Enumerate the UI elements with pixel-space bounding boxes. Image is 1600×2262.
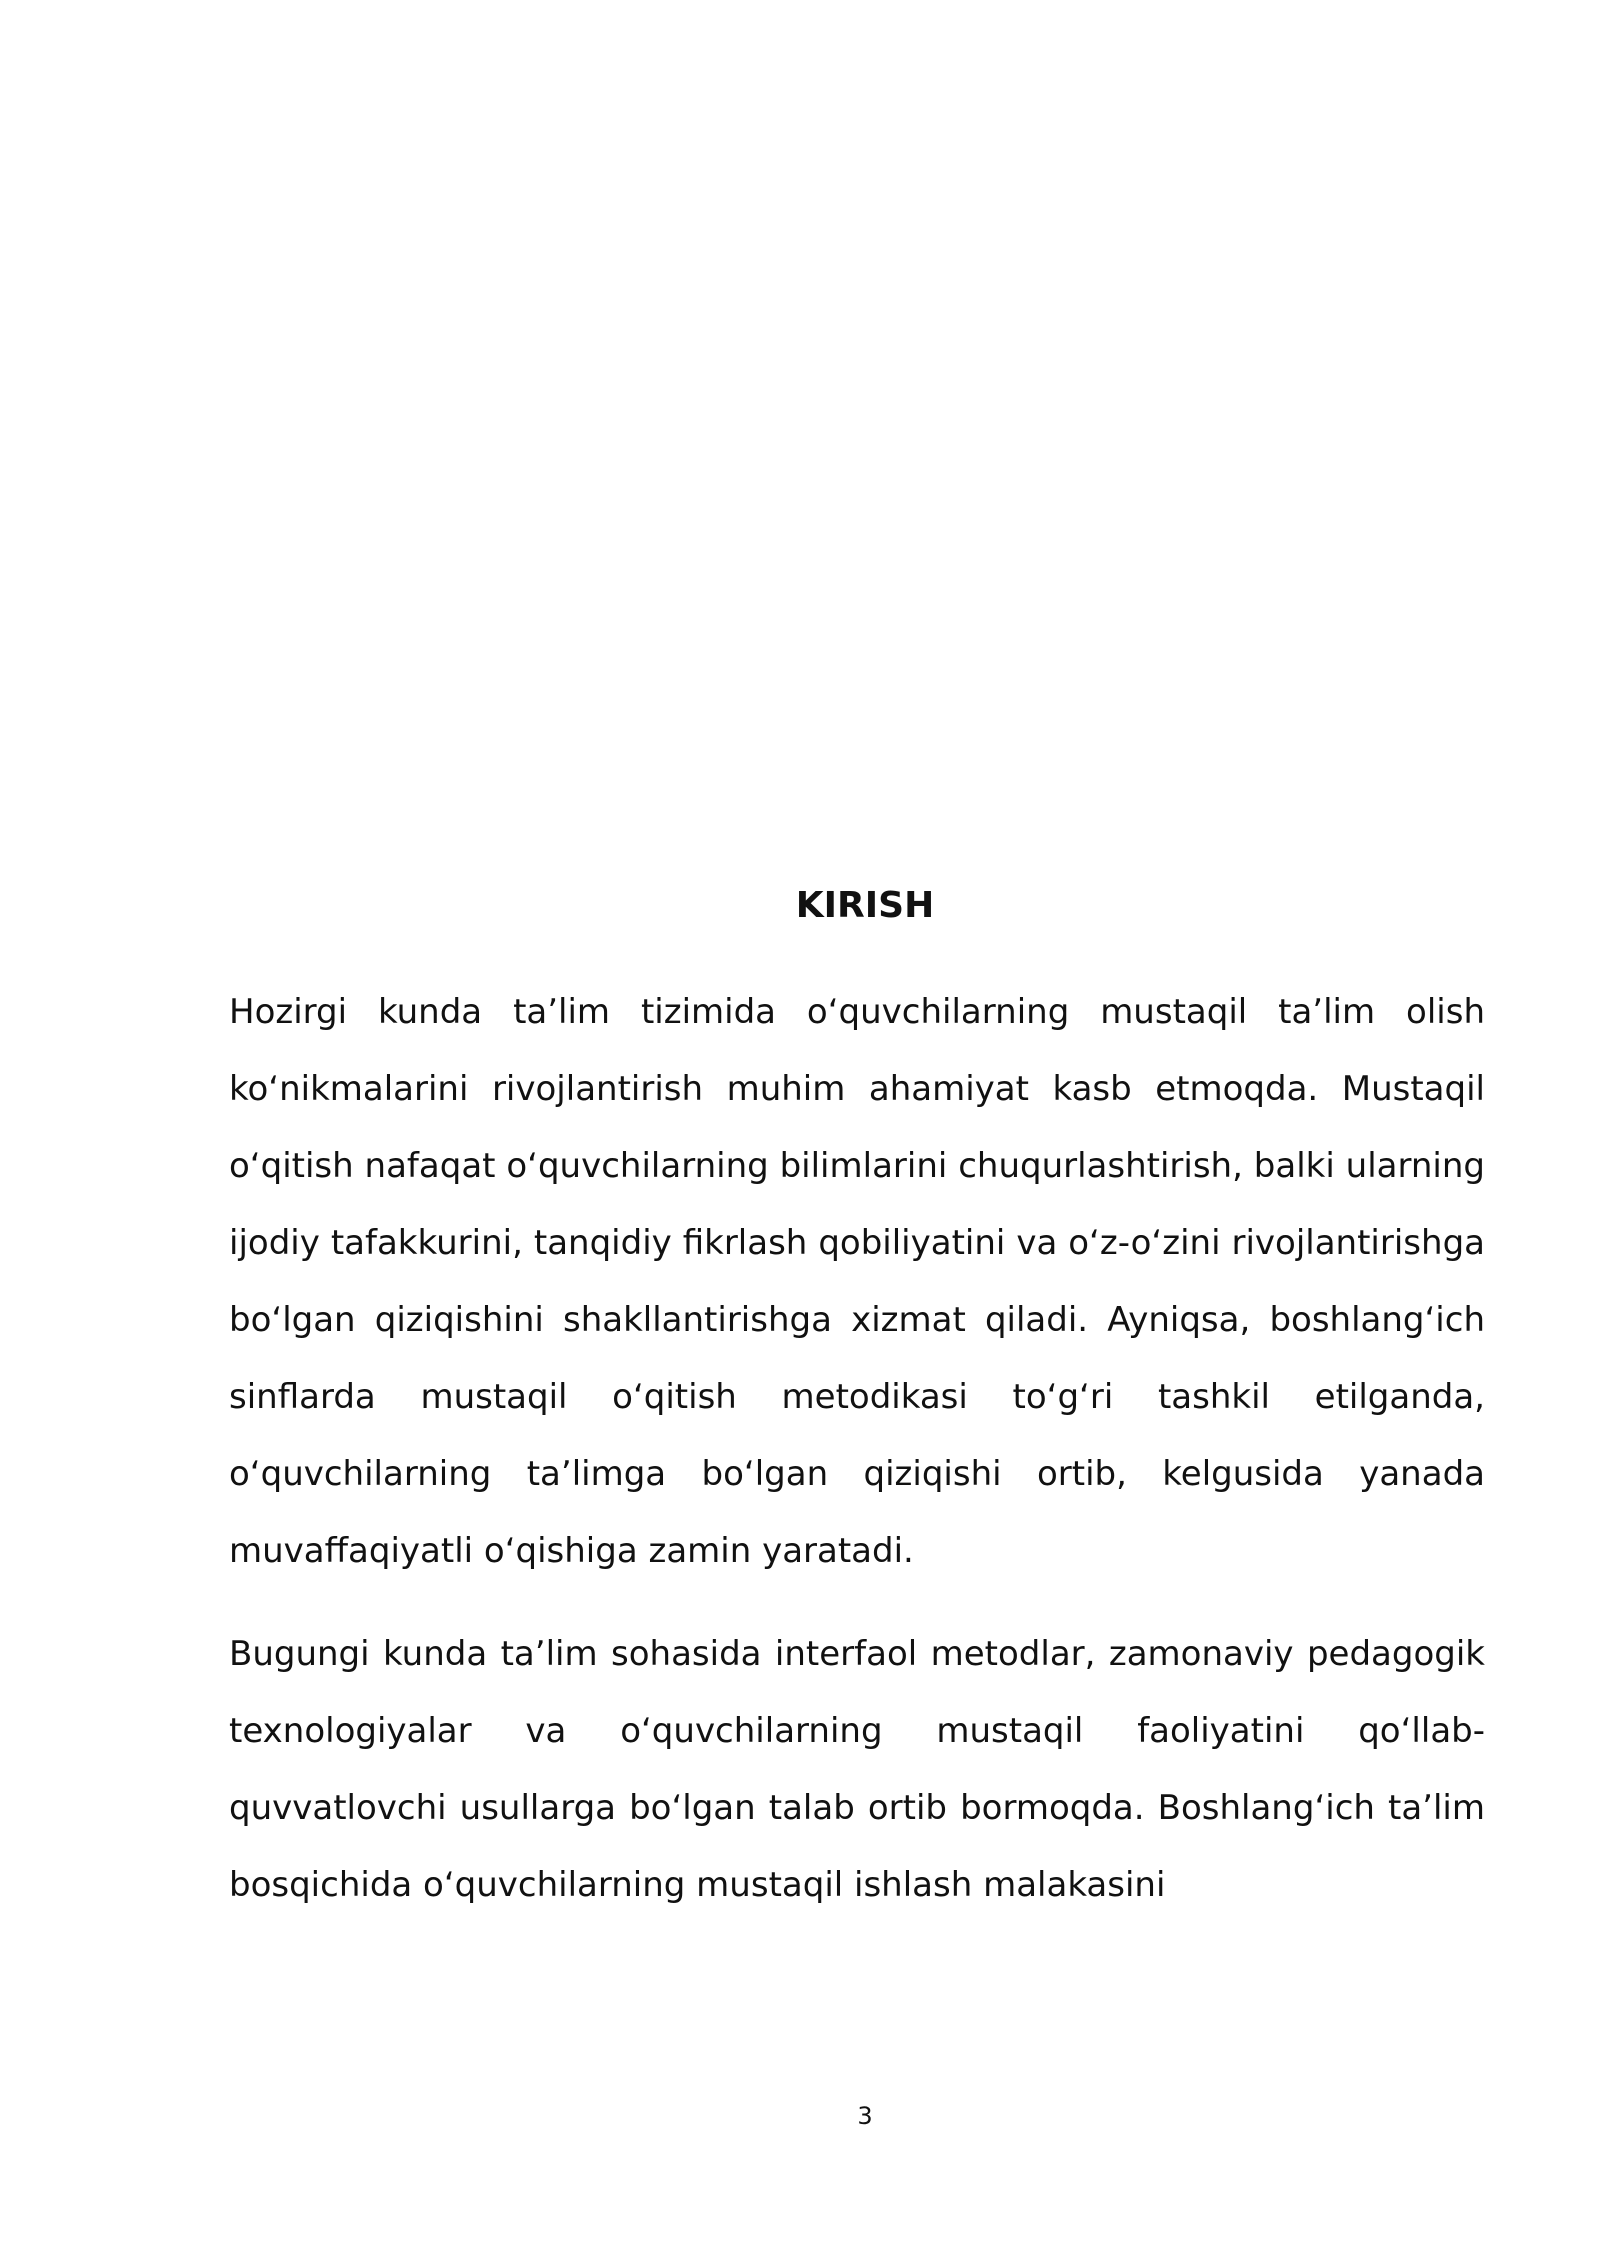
body-text <box>229 974 1485 1924</box>
paragraph-2: Bugungi kunda ta’lim sohasida interfaol metodlar, zamonaviy pedagogik texnologiyalar va o‘quvchilarning mustaqil faoliyatini qo‘llab-quvvatlovchi usullarga bo‘lgan talab ortib bormoqda. Boshlang‘ich ta’lim bosqichida o‘quvchilarning mustaqil ishlash malakasini <box>229 1634 1485 1905</box>
paragraph-1: Hozirgi kunda ta’lim tizimida o‘quvchilarning mustaqil ta’lim olish ko‘nikmalarini rivojlantirish muhim ahamiyat kasb etmoqda. Mustaqil o‘qitish nafaqat o‘quvchilarning bilimlarini chuqurlashtirish, balki ularning ijodiy tafakkurini, tanqidiy fikrlash qobiliyatini va o‘z-o‘zini rivojlantirishga bo‘lgan qiziqishini shakllantirishga xizmat qiladi. Ayniqsa, boshlang‘ich sinflarda mustaqil o‘qitish metodikasi to‘g‘ri tashkil etilganda, o‘quvchilarning ta’limga bo‘lgan qiziqishi ortib, kelgusida yanada muvaffaqiyatli o‘qishiga zamin yaratadi. <box>229 992 1485 1571</box>
section-heading: KIRISH <box>795 885 935 926</box>
page-number: 3 <box>857 2102 873 2130</box>
